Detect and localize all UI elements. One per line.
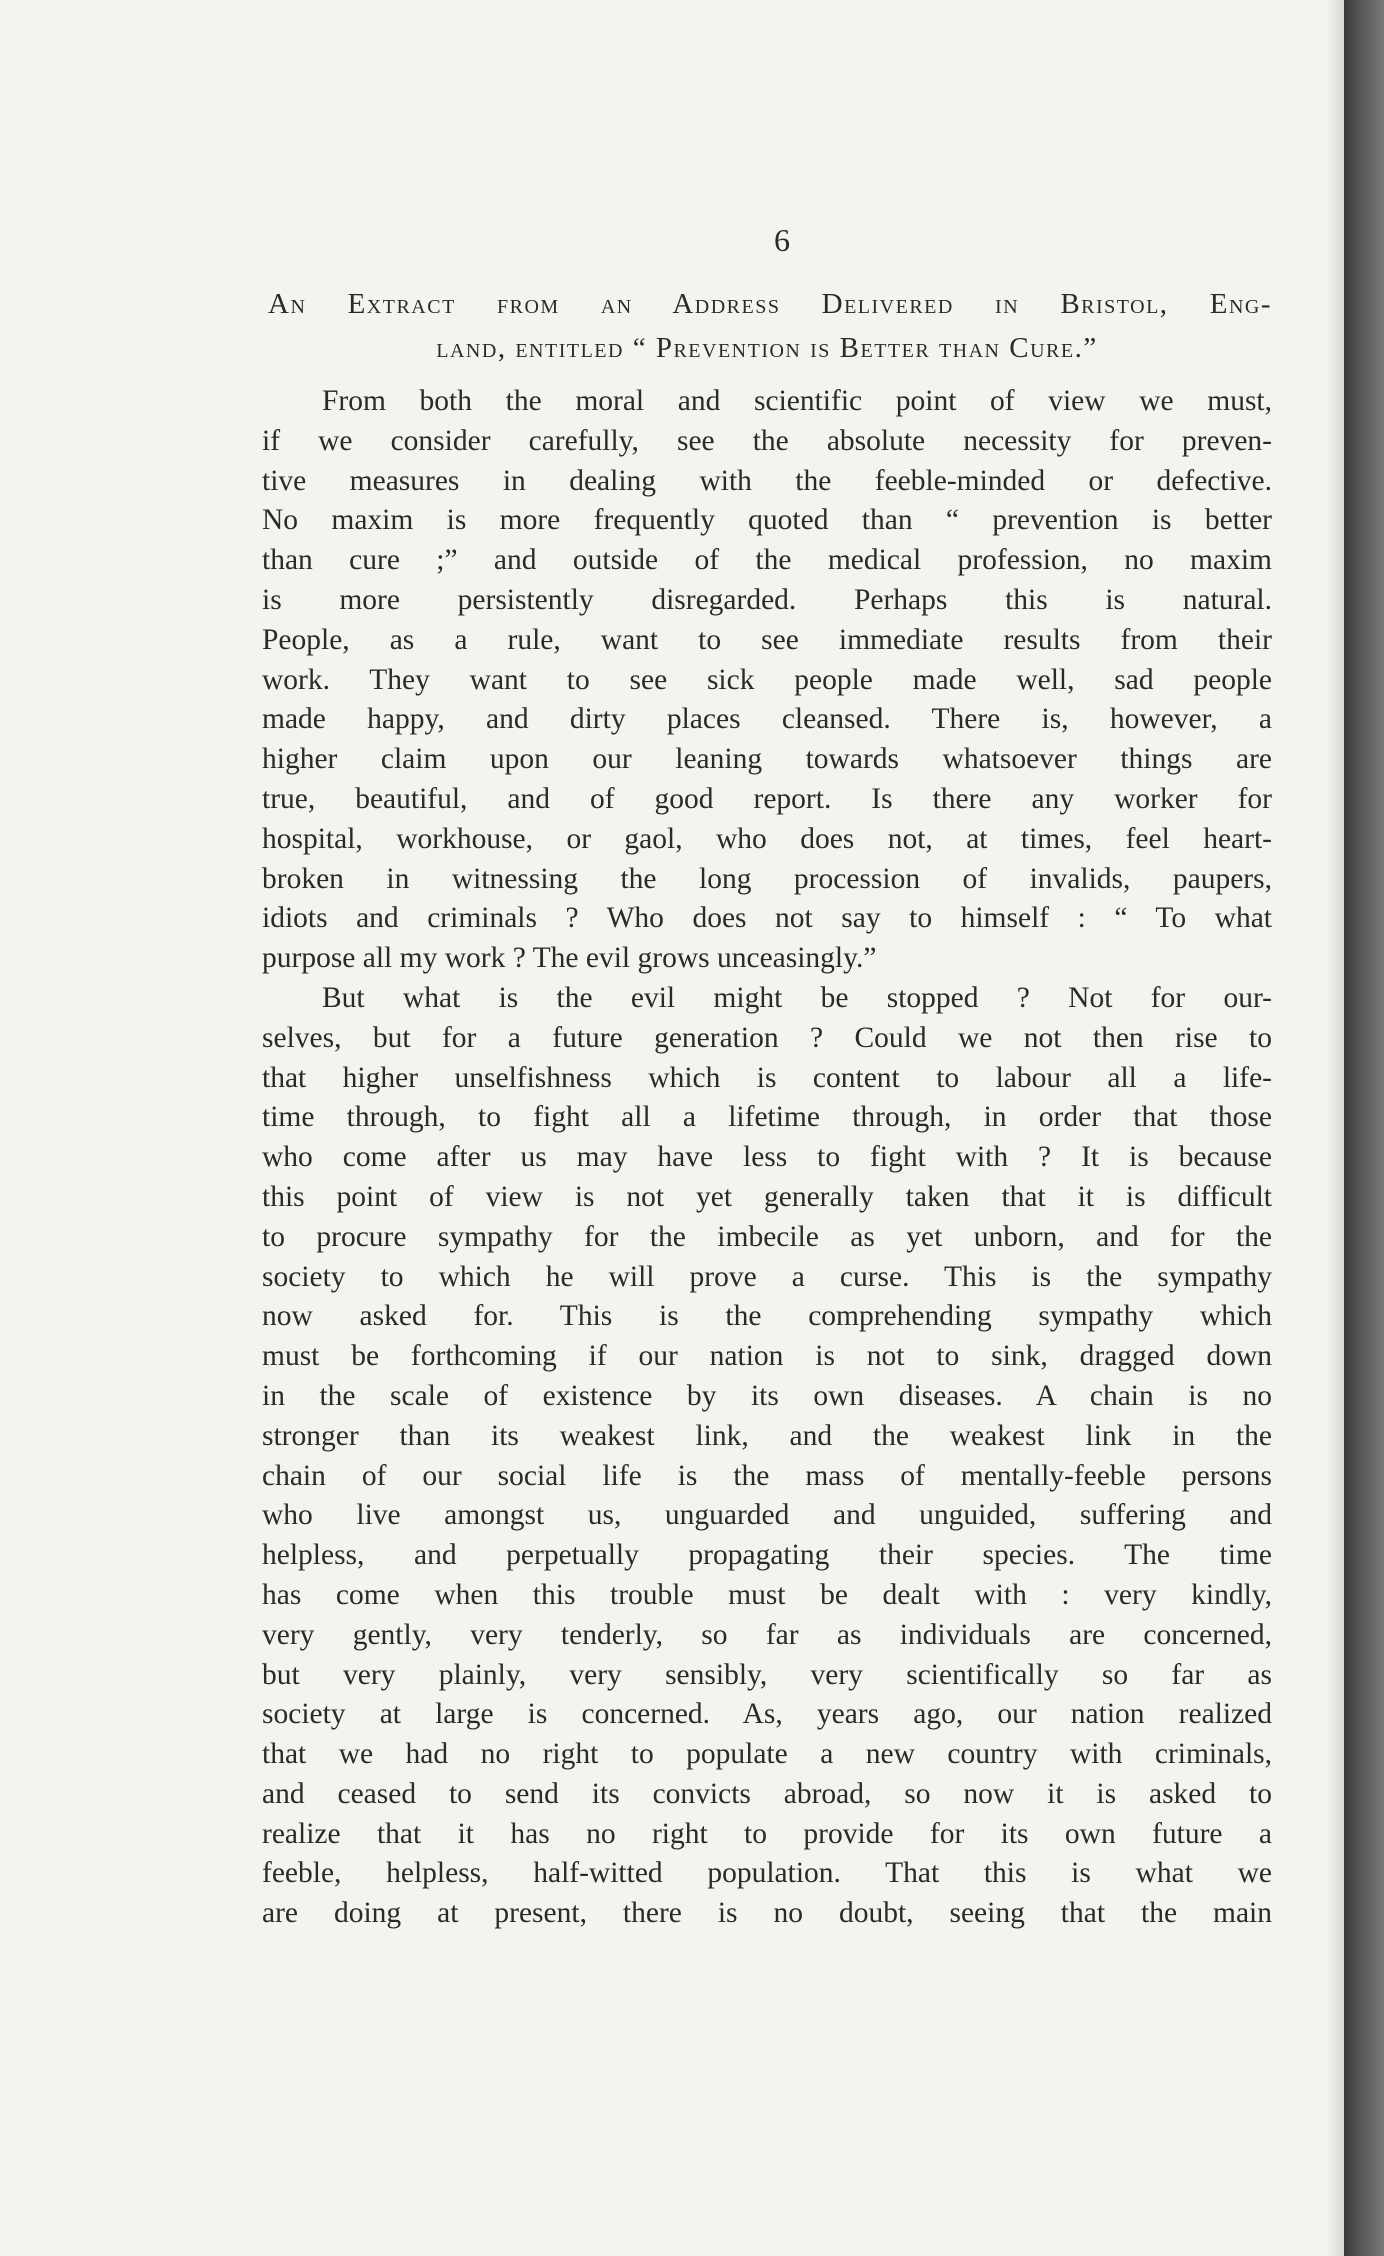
text-line: feeble, helpless, half-witted population. That this is what we <box>262 1857 1272 1890</box>
text-line: than cure ;” and outside of the medical profession, no maxim <box>262 544 1272 577</box>
text-line: to procure sympathy for the imbecile as yet unborn, and for the <box>262 1220 1272 1253</box>
text-line: that we had no right to populate a new country with criminals, <box>262 1738 1272 1771</box>
text-line: who come after us may have less to fight with ? It is because <box>262 1141 1272 1174</box>
text-line: chain of our social life is the mass of mentally-feeble persons <box>262 1459 1272 1492</box>
text-line: who live amongst us, unguarded and unguided, suffering and <box>262 1499 1272 1532</box>
text-line: No maxim is more frequently quoted than “ prevention is better <box>262 504 1272 537</box>
heading-line: An Extract from an Address Delivered in Bristol, Eng- <box>268 288 1272 320</box>
paragraph-1 <box>262 382 1272 979</box>
text-line: is more persistently disregarded. Perhaps this is natural. <box>262 583 1272 616</box>
article-heading <box>262 282 1272 370</box>
heading-line: land, entitled “ Prevention is Better than Cure.” <box>436 332 1098 364</box>
text-line: made happy, and dirty places cleansed. There is, however, a <box>262 703 1272 736</box>
text-line: From both the moral and scientific point of view we must, <box>322 385 1272 417</box>
text-line: But what is the evil might be stopped ? Not for our- <box>322 981 1272 1014</box>
text-line: and ceased to send its convicts abroad, so now it is asked to <box>262 1777 1272 1810</box>
text-line: true, beautiful, and of good report. Is there any worker for <box>262 782 1272 815</box>
text-line: this point of view is not yet generally taken that it is difficult <box>262 1180 1272 1213</box>
text-line: helpless, and perpetually propagating their species. The time <box>262 1539 1272 1572</box>
text-line: has come when this trouble must be dealt with : very kindly, <box>262 1578 1272 1611</box>
text-line: but very plainly, very sensibly, very scientifically so far as <box>262 1658 1272 1691</box>
text-block <box>262 220 1272 1934</box>
text-line: now asked for. This is the comprehending sympathy which <box>262 1300 1272 1333</box>
text-line: are doing at present, there is no doubt, seeing that the main <box>262 1897 1272 1930</box>
text-line: realize that it has no right to provide for its own future a <box>262 1817 1272 1850</box>
text-line: must be forthcoming if our nation is not to sink, dragged down <box>262 1340 1272 1373</box>
paragraph-2 <box>262 979 1272 1934</box>
text-line: purpose all my work ? The evil grows unceasingly.” <box>262 942 877 975</box>
text-line: society at large is concerned. As, years ago, our nation realized <box>262 1698 1272 1731</box>
text-line: time through, to fight all a lifetime through, in order that those <box>262 1101 1272 1134</box>
text-line: tive measures in dealing with the feeble-minded or defective. <box>262 464 1272 497</box>
text-line: work. They want to see sick people made well, sad people <box>262 663 1272 696</box>
text-line: hospital, workhouse, or gaol, who does not, at times, feel heart- <box>262 822 1272 855</box>
text-line: broken in witnessing the long procession of invalids, paupers, <box>262 862 1272 895</box>
page-number: 6 <box>774 222 790 258</box>
text-line: in the scale of existence by its own diseases. A chain is no <box>262 1379 1272 1412</box>
text-line: selves, but for a future generation ? Could we not then rise to <box>262 1021 1272 1054</box>
text-line: that higher unselfishness which is content to labour all a life- <box>262 1061 1272 1094</box>
text-line: higher claim upon our leaning towards whatsoever things are <box>262 743 1272 776</box>
page-edge-shadow <box>1328 0 1344 2256</box>
text-line: if we consider carefully, see the absolute necessity for preven- <box>262 424 1272 457</box>
text-line: stronger than its weakest link, and the weakest link in the <box>262 1419 1272 1452</box>
text-line: People, as a rule, want to see immediate results from their <box>262 623 1272 656</box>
text-line: very gently, very tenderly, so far as individuals are concerned, <box>262 1618 1272 1651</box>
book-binding-edge <box>1344 0 1384 2256</box>
text-line: society to which he will prove a curse. This is the sympathy <box>262 1260 1272 1293</box>
text-line: idiots and criminals ? Who does not say to himself : “ To what <box>262 902 1272 935</box>
